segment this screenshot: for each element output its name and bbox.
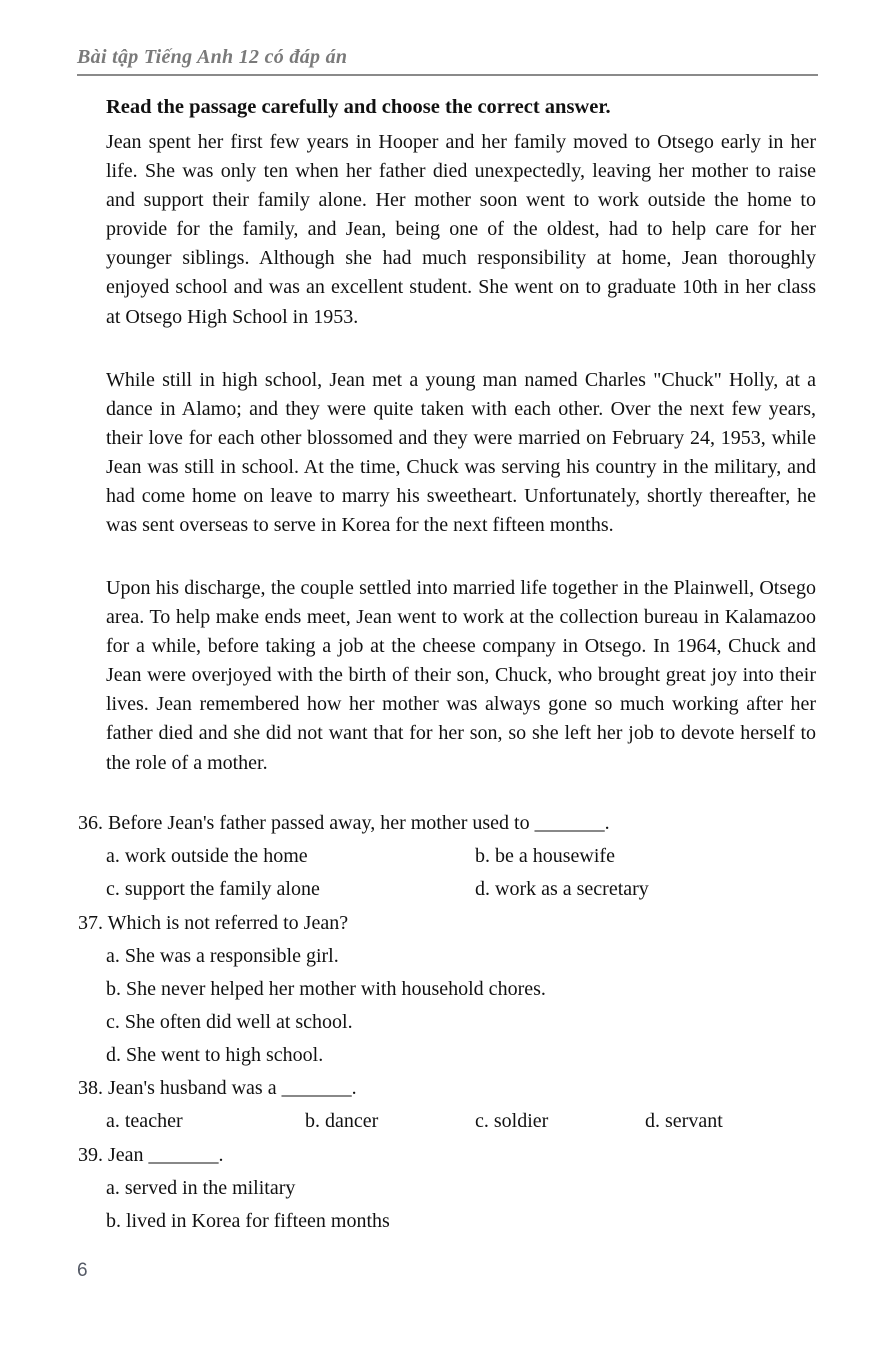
question-stem: 36. Before Jean's father passed away, her mother used to _______.	[78, 812, 610, 834]
header-divider	[77, 74, 818, 76]
page-number: 6	[77, 1260, 88, 1281]
paragraph-text: While still in high school, Jean met a young man named Charles "Chuck" Holly, at a dance in Alamo; and they were quite taken with each other. Over the next few years, their love for each other blossomed and they were married on February 24, 1953, while Jean was still in school. At the time, Chuck was serving his country in the military, and had come home on leave to marry his sweetheart. Unfortunately, shortly thereafter, he was sent overseas to serve in Korea for the next fifteen months.	[106, 369, 816, 537]
option-b: b. lived in Korea for fifteen months	[106, 1210, 390, 1232]
option-b: b. be a housewife	[475, 845, 615, 867]
option-a: a. She was a responsible girl.	[106, 945, 339, 967]
exercise-instruction: Read the passage carefully and choose the correct answer.	[106, 96, 611, 118]
passage-paragraph-2	[106, 366, 816, 541]
option-a: a. served in the military	[106, 1177, 296, 1199]
option-c: c. support the family alone	[106, 878, 320, 900]
option-d: d. servant	[645, 1110, 723, 1132]
book-title: Bài tập Tiếng Anh 12 có đáp án	[77, 46, 348, 68]
passage-paragraph-3	[106, 574, 816, 778]
question-stem: 37. Which is not referred to Jean?	[78, 912, 349, 934]
paragraph-text: Upon his discharge, the couple settled into married life together in the Plainwell, Otsego area. To help make ends meet, Jean went to work at the collection bureau in Kalamazoo for a while, before taking a job at the cheese company in Otsego. In 1964, Chuck and Jean were overjoyed with the birth of their son, Chuck, who brought great joy into their lives. Jean remembered how her mother was always gone so much working after her father died and she did not want that for her son, so she left her job to devote herself to the role of a mother.	[106, 577, 816, 774]
option-a: a. teacher	[106, 1110, 183, 1132]
option-c: c. soldier	[475, 1110, 549, 1132]
question-stem: 39. Jean _______.	[78, 1144, 224, 1166]
passage-paragraph-1	[106, 128, 816, 332]
option-d: d. She went to high school.	[106, 1044, 324, 1066]
option-c: c. She often did well at school.	[106, 1011, 353, 1033]
question-stem: 38. Jean's husband was a _______.	[78, 1077, 357, 1099]
option-a: a. work outside the home	[106, 845, 308, 867]
option-b: b. dancer	[305, 1110, 379, 1132]
paragraph-text: Jean spent her first few years in Hooper and her family moved to Otsego early in her life. She was only ten when her father died unexpectedly, leaving her mother to raise and support their family alone. Her mother soon went to work outside the home to provide for the family, and Jean, being one of the oldest, had to help care for her younger siblings. Although she had much responsibility at home, Jean thoroughly enjoyed school and was an excellent student. She went on to graduate 10th in her class at Otsego High School in 1953.	[106, 131, 816, 328]
option-b: b. She never helped her mother with household chores.	[106, 978, 546, 1000]
option-d: d. work as a secretary	[475, 878, 649, 900]
